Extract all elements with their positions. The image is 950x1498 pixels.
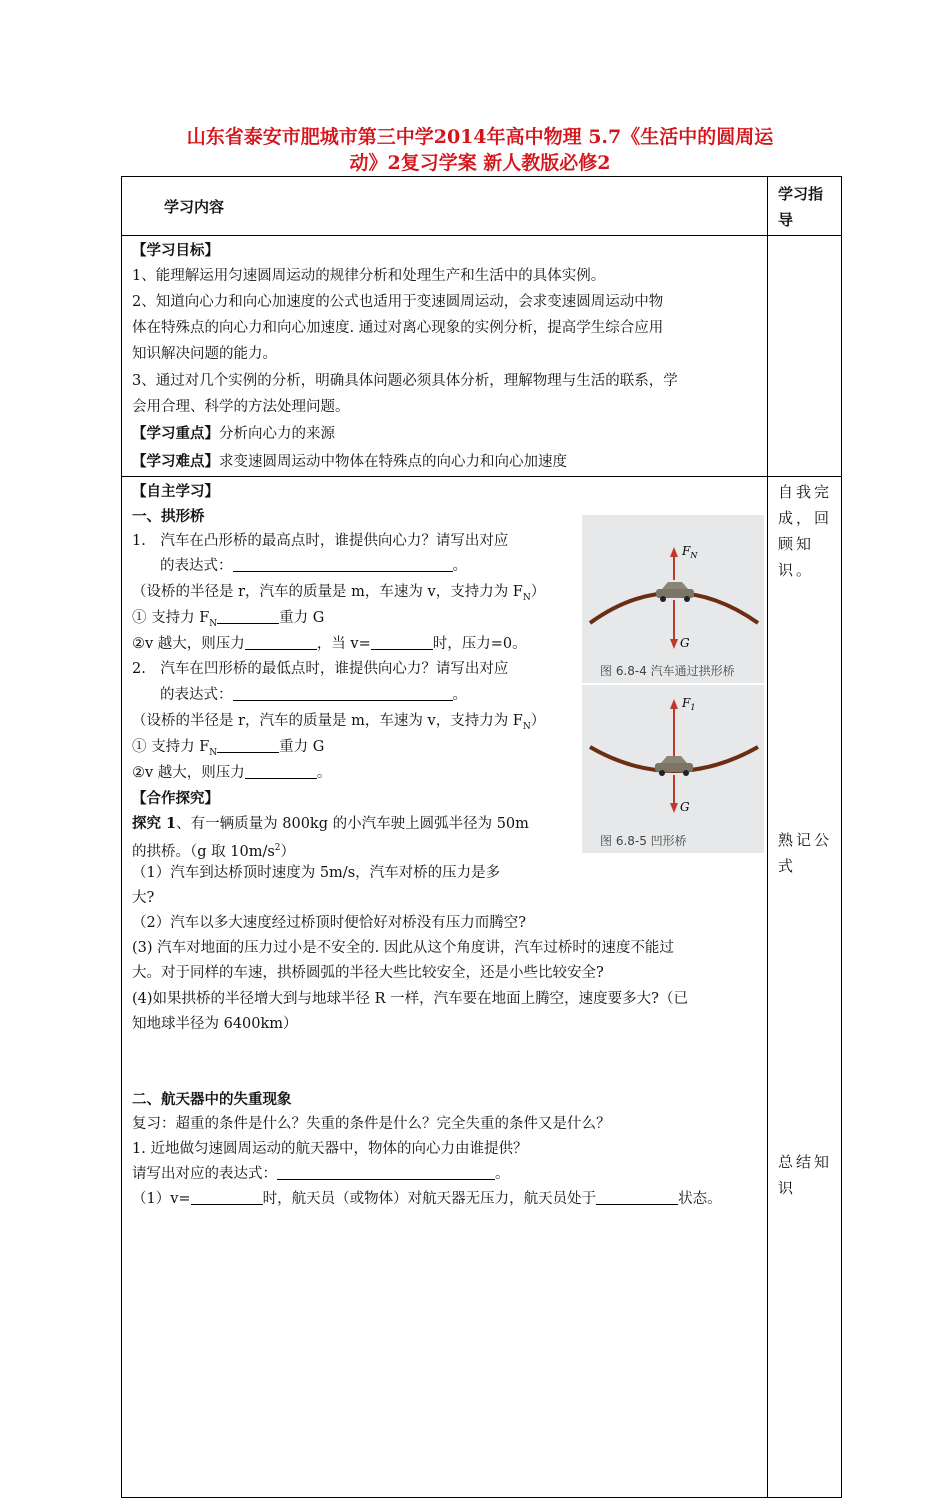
header-guide: 学习指导 bbox=[768, 177, 842, 236]
figure-arch-bridge bbox=[582, 515, 764, 683]
guide-note-1: 自我完成，回顾知识。 bbox=[778, 483, 833, 579]
concave-bridge-illustration bbox=[582, 685, 764, 853]
figure-2-caption: 图 6.8-5 凹形桥 bbox=[600, 834, 687, 848]
goals-heading: 【学习目标】 bbox=[132, 242, 219, 259]
study-guide-cell bbox=[768, 477, 842, 1498]
difficult-point: 【学习难点】求变速圆周运动中物体在特殊点的向心力和向心加速度 bbox=[132, 453, 567, 470]
answer-blank[interactable] bbox=[233, 555, 453, 572]
study-row bbox=[122, 477, 842, 1498]
section-1-title: 一、拱形桥 bbox=[132, 508, 205, 525]
arch-bridge-illustration bbox=[582, 515, 764, 683]
worksheet-table bbox=[121, 176, 842, 1498]
answer-blank[interactable] bbox=[191, 1188, 263, 1205]
answer-blank[interactable] bbox=[217, 736, 279, 753]
study-cell: 【自主学习】 一、拱形桥 1. 汽车在凸形桥的最高点时，谁提供向心力？请写出对应 的表达式： 。 （设桥的半径是 r，汽车的质量是 m，车速为 v，支持力为 $F_N$） ① 支持力 $F_N$ 重力 G ②v 越大，则压力 ，当 v= 时，压力=0。 2. 汽车在凹形桥的最低点时，谁提供向心力？请写出对应 的表达式： 。 （设桥的半径是 r，汽车的质量是 m，车速为 v，支持力为 $F_N$） ① 支持力 $F_N$ 重力 G ②v 越大，则压力 。 【合作探究】 探究 1、有一辆质量为 800kg 的小汽车驶上圆弧半径为 50m 的拱桥。（g 取 $10m/s^2$） （1）汽车到达桥顶时速度为 5m/s，汽车对桥的压力是多 大? （2）汽车以多大速度经过桥顶时便恰好对桥没有压力而腾空? (3) 汽车对地面的压力过小是不安全的. 因此从这个角度讲，汽车过桥时的速度不能过 大。对于同样的车速，拱桥圆弧的半径大些比较安全，还是小些比较安全? (4)如果拱桥的半径增大到与地球半径 R 一样，汽车要在地面上腾空，速度要多大?（已 知地球半径为 6400km） 二、航天器中的失重现象 复习：超重的条件是什么？失重的条件是什么？完全失重的条件又是什么？ 1. 近地做匀速圆周运动的航天器中，物体的向心力由谁提供？ 请写出对应的表达式： 。 （1）v= 时，航天员（或物体）对航天器无压力，航天员处于 状态。 $F_N$ G 图 6.8-4 汽车通过拱形桥 $F_1$ G 图 6.8-5 凹形桥 bbox=[122, 477, 768, 1498]
answer-blank[interactable] bbox=[245, 762, 317, 779]
car-icon bbox=[656, 582, 694, 602]
svg-text:G: G bbox=[680, 800, 690, 814]
goals-cell: 【学习目标】 1、能理解运用匀速圆周运动的规律分析和处理生产和生活中的具体实例。 2、知道向心力和向心加速度的公式也适用于变速圆周运动，会求变速圆周运动中物 体在特殊点的向心力和向心加速度. 通过对离心现象的实例分析，提高学生综合应用 知识解决问题的能力。 3、通过对几个实例的分析，明确具体问题必须具体分析，理解物理与生活的联系，学 会用合理、科学的方法处理问题。 【学习重点】分析向心力的来源 【学习难点】求变速圆周运动中物体在特殊点的向心力和向心加速度 bbox=[122, 236, 768, 477]
figure-1-caption: 图 6.8-4 汽车通过拱形桥 bbox=[600, 664, 735, 678]
document-title: 山东省泰安市肥城市第三中学2014年高中物理 5.7《生活中的圆周运 动》2复习学案 新人教版必修2 bbox=[186, 126, 774, 174]
answer-blank[interactable] bbox=[217, 607, 279, 624]
svg-text:G: G bbox=[680, 636, 690, 650]
header-content: 学习内容 bbox=[122, 177, 768, 236]
answer-blank[interactable] bbox=[371, 633, 433, 650]
key-point: 【学习重点】分析向心力的来源 bbox=[132, 425, 335, 442]
goals-row bbox=[122, 236, 842, 477]
svg-text:F1: $F_1$ bbox=[682, 696, 696, 712]
guide-note-2: 熟记公式 bbox=[778, 831, 833, 875]
answer-blank[interactable] bbox=[245, 633, 317, 650]
guide-note-3: 总结知识 bbox=[778, 1153, 833, 1197]
answer-blank[interactable] bbox=[233, 684, 453, 701]
section-2-title: 二、航天器中的失重现象 bbox=[132, 1091, 292, 1108]
figure-concave-bridge bbox=[582, 685, 764, 853]
answer-blank[interactable] bbox=[277, 1163, 495, 1180]
answer-blank[interactable] bbox=[596, 1188, 678, 1205]
svg-text:FN: $F_N$ bbox=[682, 544, 698, 560]
header-row bbox=[122, 177, 842, 236]
goals-guide-cell bbox=[768, 236, 842, 477]
